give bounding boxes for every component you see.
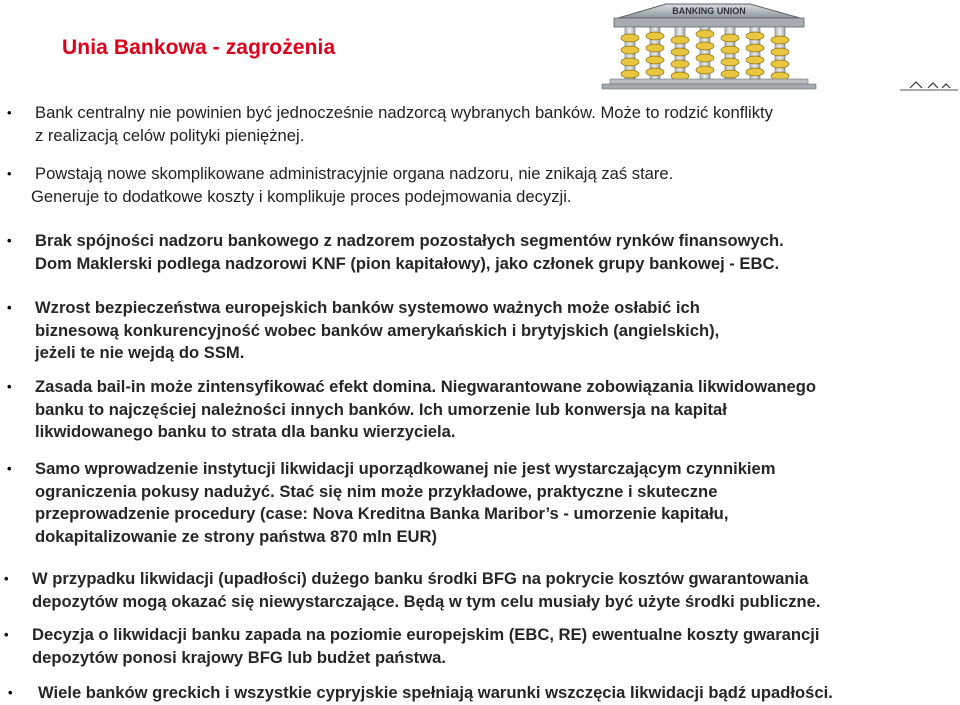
bullet-dot: • bbox=[7, 461, 12, 476]
list-item-line: Generuje to dodatkowe koszty i komplikuje proces podejmowania decyzji. bbox=[31, 186, 572, 206]
bullet-dot: • bbox=[7, 105, 12, 120]
list-item-line: Decyzja o likwidacji banku zapada na poziomie europejskim (EBC, RE) ewentualne koszty gwarancji bbox=[32, 625, 820, 644]
list-item-line: Zasada bail-in może zintensyfikować efekt domina. Niegwarantowane zobowiązania likwidowanego bbox=[35, 377, 816, 396]
list-item-line: Wzrost bezpieczeństwa europejskich banków systemowo ważnych może osłabić ich bbox=[35, 298, 700, 317]
list-item-line: Samo wprowadzenie instytucji likwidacji uporządkowanej nie jest wystarczającym czynnikiem bbox=[35, 459, 776, 478]
bullet-dot: • bbox=[7, 379, 12, 394]
coin-stacks bbox=[621, 30, 789, 80]
bullet-dot: • bbox=[7, 300, 12, 315]
list-item-line: likwidowanego banku to strata dla banku wierzyciela. bbox=[35, 422, 456, 442]
list-item bbox=[4, 624, 820, 669]
list-item bbox=[7, 376, 816, 444]
list-item-line: banku to najczęściej należności innych banków. Ich umorzenie lub konwersja na kapitał bbox=[35, 399, 727, 419]
list-item-line: dokapitalizowanie ze strony państwa 870 mln EUR) bbox=[35, 526, 438, 546]
list-item-line: Bank centralny nie powinien być jednocześnie nadzorcą wybranych banków. Może to rodzić konflikty bbox=[35, 103, 773, 122]
list-item-line: Dom Maklerski podlega nadzorowi KNF (pion kapitałowy), jako członek grupy bankowej - EBC. bbox=[35, 253, 780, 273]
list-item-line: Wiele banków greckich i wszystkie cypryjskie spełniają warunki wszczęcia likwidacji bądź upadłości. bbox=[38, 683, 833, 702]
list-item bbox=[7, 163, 674, 208]
list-item bbox=[8, 682, 833, 705]
bullet-dot: • bbox=[4, 571, 9, 586]
list-item-line: Powstają nowe skomplikowane administracyjnie organa nadzoru, nie znikają zaś stare. bbox=[35, 164, 674, 183]
bullet-dot: • bbox=[4, 627, 9, 642]
list-item-line: biznesową konkurencyjność wobec banków amerykańskich i brytyjskich (angielskich), bbox=[35, 320, 720, 340]
bullet-dot: • bbox=[7, 233, 12, 248]
bullet-dot: • bbox=[7, 166, 12, 181]
list-item-line: jeżeli te nie wejdą do SSM. bbox=[35, 343, 245, 363]
list-item bbox=[7, 458, 776, 548]
list-item-line: depozytów ponosi krajowy BFG lub budżet państwa. bbox=[32, 647, 446, 667]
bullet-dot: • bbox=[8, 685, 13, 700]
list-item-line: depozytów mogą okazać się niewystarczające. Będą w tym celu musiały być użyte środki publiczne. bbox=[32, 591, 821, 611]
list-item bbox=[7, 102, 773, 147]
small-figures-icon bbox=[910, 82, 950, 88]
banking-union-temple-illustration bbox=[470, 0, 960, 96]
list-item-line: ograniczenia pokusy nadużyć. Stać się nim może przykładowe, praktyczne i skuteczne bbox=[35, 481, 718, 501]
banner-text: BANKING UNION bbox=[672, 6, 746, 16]
slide-title: Unia Bankowa - zagrożenia bbox=[62, 36, 336, 59]
list-item-line: Brak spójności nadzoru bankowego z nadzorem pozostałych segmentów rynków finansowych. bbox=[35, 231, 784, 250]
list-item-line: W przypadku likwidacji (upadłości) dużego banku środki BFG na pokrycie kosztów gwarantowania bbox=[32, 569, 809, 588]
list-item bbox=[4, 568, 821, 613]
list-item-line: przeprowadzenie procedury (case: Nova Kreditna Banka Maribor’s - umorzenie kapitału, bbox=[35, 504, 729, 524]
list-item bbox=[7, 230, 784, 275]
list-item bbox=[7, 297, 720, 365]
list-item-line: z realizacją celów polityki pieniężnej. bbox=[35, 125, 305, 145]
